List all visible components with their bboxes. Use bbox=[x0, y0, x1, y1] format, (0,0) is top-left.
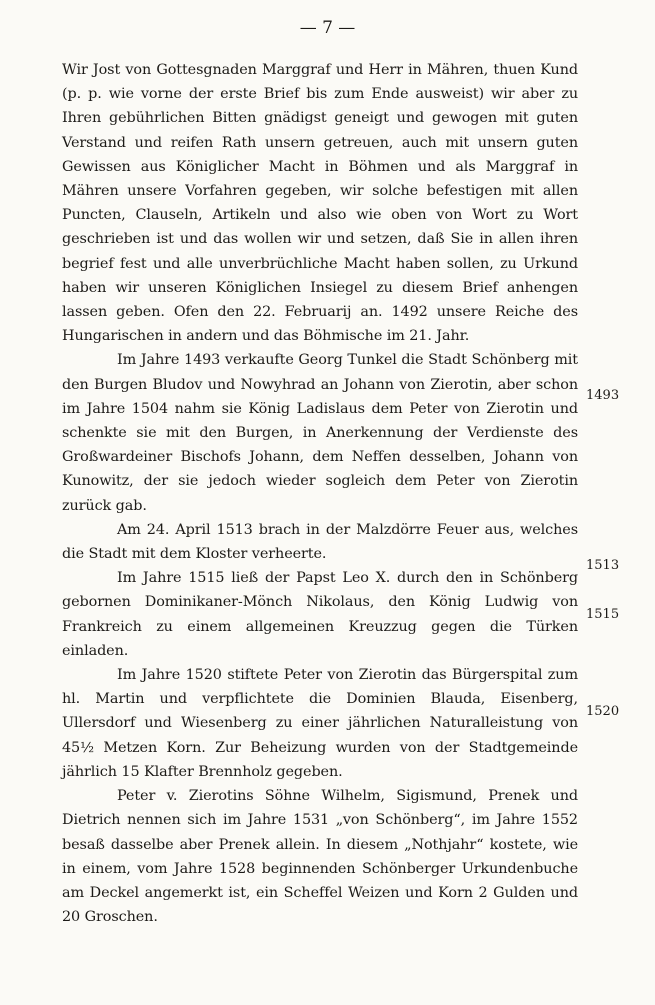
paragraph-charter: Wir Jost von Gottesgnaden Marggraf und Herr in Mähren, thuen Kund (p. p. wie vorne der erste Brief bis zum Ende ausweist) wir aber zu Ihren gebührlichen Bitten gnädigst geneigt und gewogen mit guten Verstand und reifen Rath unsern getreuen, auch mit unsern guten Gewissen aus Königlicher Macht in Böhmen und als Marggraf in Mähren unsere Vorfahren gegeben, wir solche befestigen mit allen Puncten, Clauseln, Artikeln und also wie oben von Wort zu Wort geschrieben ist und das wollen wir und setzen, daß Sie in allen ihren begrief fest und alle unverbrüchliche Macht haben sollen, zu Urkund haben wir unseren Königlichen Insiegel zu diesem Brief anhengen lassen geben. Ofen den 22. Februarij an. 1492 unsere Reiche des Hungarischen in andern und das Böhmische im 21. Jahr. bbox=[62, 62, 578, 345]
paragraph-1531: Peter v. Zierotins Söhne Wilhelm, Sigismund, Prenek und Dietrich nennen sich im Jahre 1531 „von Schönberg“, im Jahre 1552 besaß dasselbe aber Prenek allein. In diesem „Nothjahr“ kostete, wie in einem, vom Jahre 1528 beginnenden Schönberger Urkundenbuche am Deckel angemerkt ist, ein Scheffel Weizen und Korn 2 Gulden und 20 Groschen. bbox=[62, 788, 578, 926]
document-body bbox=[62, 58, 578, 929]
paragraph-1515: Im Jahre 1515 ließ der Papst Leo X. durch den in Schönberg gebornen Dominikaner-Mönch Nikolaus, den König Ludwig von Frankreich zu einem allgemeinen Kreuzzug gegen die Türken einladen. bbox=[62, 570, 578, 659]
margin-year-1515: 1515 bbox=[586, 607, 620, 622]
paragraph-1493: Im Jahre 1493 verkaufte Georg Tunkel die Stadt Schönberg mit den Burgen Bludov und Nowyhrad an Johann von Zierotin, aber schon im Jahre 1504 nahm sie König Ladislaus dem Peter von Zierotin und schenkte sie mit den Burgen, in Anerkennung der Verdienste des Großwardeiner Bischofs Johann, dem Neffen desselben, Johann von Kunowitz, der sie jedoch wieder sogleich dem Peter von Zierotin zurück gab. bbox=[62, 352, 578, 514]
paragraph-1520: Im Jahre 1520 stiftete Peter von Zierotin das Bürgerspital zum hl. Martin und verpflichtete die Dominien Blauda, Eisenberg, Ullersdorf und Wiesenberg zu einer jährlichen Naturalleistung von 45½ Metzen Korn. Zur Beheizung wurden von der Stadtgemeinde jährlich 15 Klafter Brennholz gegeben. bbox=[62, 667, 578, 780]
margin-year-1520: 1520 bbox=[586, 704, 620, 719]
page-number: — 7 — bbox=[299, 18, 356, 38]
paragraph-1513: Am 24. April 1513 brach in der Malzdörre Feuer aus, welches die Stadt mit dem Kloster verheerte. bbox=[62, 521, 578, 563]
margin-year-1493: 1493 bbox=[586, 388, 620, 403]
margin-year-1513: 1513 bbox=[586, 558, 620, 573]
